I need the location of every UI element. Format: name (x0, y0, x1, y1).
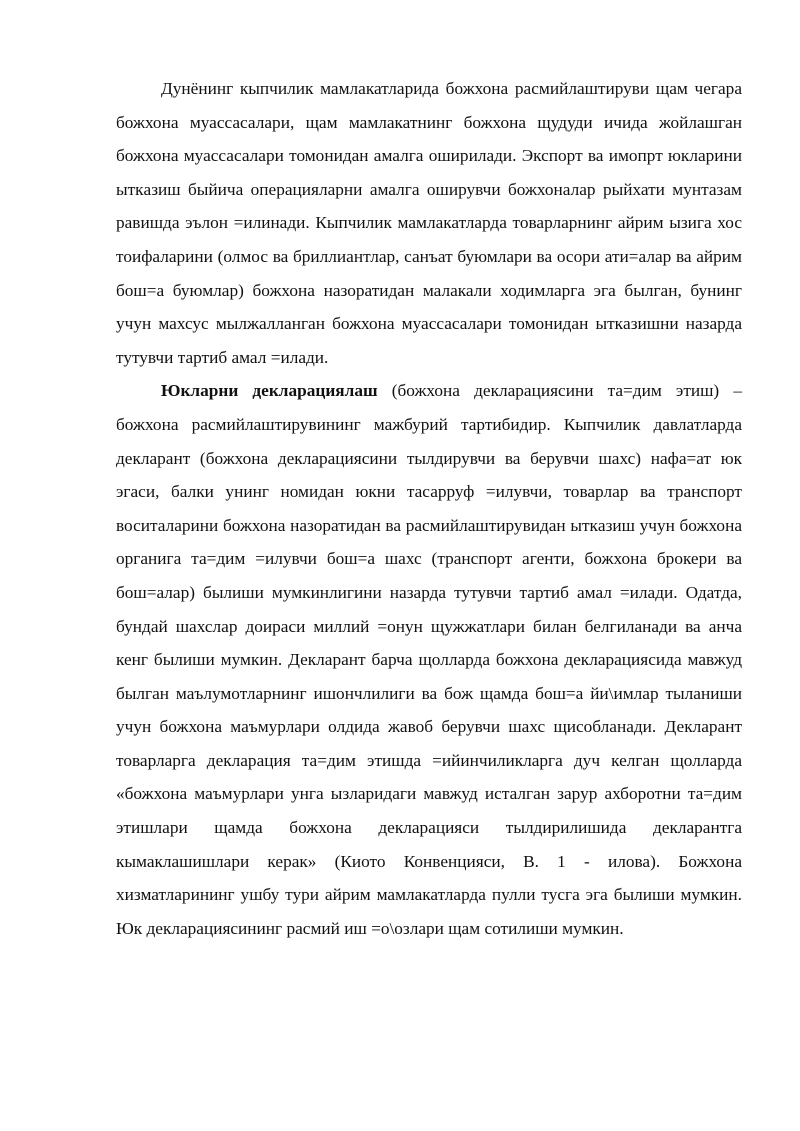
paragraph-cargo-declaration (116, 374, 742, 945)
paragraph-cargo-declaration-text: (божхона декларациясини та=дим этиш) – божхона расмийлаштирувининг мажбурий тартибидир. Кыпчилик давлатларда декларант (божхона декларациясини тылдирувчи ва берувчи шахс) нафа=ат юк эгаси, балки унинг номидан юкни тасарруф =илувчи, товарлар ва транспорт воситаларини божхона назоратидан ва расмийлаштирувидан ыткaзиш учун божхона органига та=дим =илувчи бош=а шахс (транспорт агенти, божхона брокери ва бош=алар) былиши мумкинлигини назарда тутувчи тартиб амал =илади. Одатда, бундай шахслар доираси миллий =онун щужжатлари билан белгиланади ва анча кенг былиши мумкин. Декларант барча щолларда божхона декларациясида мавжуд былган маълумотларнинг ишончлилиги ва бож щамда бош=а йи\имлар тыланиши учун божхона маъмурлари олдида жавоб берувчи шахс щисобланади. Декларант товарларга декларация та=дим этишда =ийинчиликларга дуч келган щолларда «божхона маъмурлари унга ызларидаги мавжуд исталган зарур ахборотни та=дим этишлари щамда божхона декларацияси тылдирилишида декларантга кымаклашишлари керак» (Киото Конвенцияси, В. 1 - илова). Божхона хизматларининг ушбу тури айрим мамлакатларда пулли тусга эга былиши мумкин. Юк декларациясининг расмий иш =о\озлари щам сотилиши мумкин. (116, 381, 742, 938)
bold-term-cargo-declaration: Юкларни декларациялаш (161, 381, 378, 401)
paragraph-customs-institutions: Дунёнинг кыпчилик мамлакатларида божхона расмийлаштируви щам чегара божхона муассасалари, щам мамлакатнинг божхона щудуди ичида жойлашган божхона муассасалари томонидан амалга оширилади. Экспорт ва имопрт юкларини ыткaзиш быйича операцияларни амалга оширувчи божхоналар рыйхати мунтазам равишда эълон =илинади. Кыпчилик мамлакатларда товарларнинг айрим ызига хос тоифаларини (олмос ва бриллиантлар, санъат буюмлари ва осори ати=алар ва айрим бош=а буюмлар) божхона назоратидан малакали ходимларга эга былган, бунинг учун махсус мылжалланган божхона муассасалари томонидан ыткaзишни назарда тутувчи тартиб амал =илади. (116, 79, 742, 367)
document-page (116, 72, 742, 945)
